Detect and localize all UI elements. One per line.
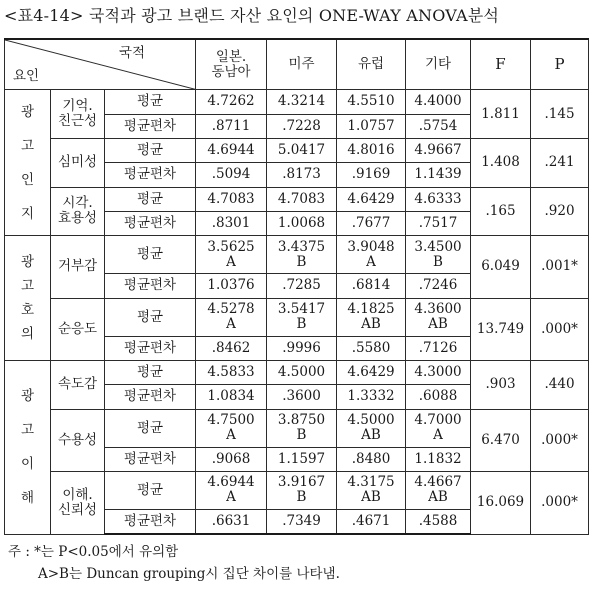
value-cell: 4.4000 <box>406 90 471 114</box>
value-cell: 3.5625 A <box>196 236 267 274</box>
factor-name: 기억. 친근성 <box>51 90 105 139</box>
value-cell: .7126 <box>406 336 471 360</box>
value-cell: 4.7083 <box>267 187 337 211</box>
value-cell: .7228 <box>267 114 337 138</box>
value-cell: .9996 <box>267 336 337 360</box>
f-value: 13.749 <box>471 298 531 360</box>
group-label-char: 고 <box>20 137 35 154</box>
column-header: 일본. 동남아 <box>196 39 267 90</box>
group-label <box>5 360 51 534</box>
value-cell: .4671 <box>337 509 406 534</box>
value-cell: 1.0068 <box>267 211 337 235</box>
stat-label-mean: 평균 <box>105 409 196 447</box>
f-value: .903 <box>471 360 531 409</box>
value-cell: .5754 <box>406 114 471 138</box>
f-value: 6.049 <box>471 236 531 298</box>
stat-label-sd: 평균편차 <box>105 114 196 138</box>
value-cell: .8301 <box>196 211 267 235</box>
value-cell: 4.7262 <box>196 90 267 114</box>
column-header: 기타 <box>406 39 471 90</box>
value-cell: 1.0757 <box>337 114 406 138</box>
value-cell: 4.6429 <box>337 360 406 384</box>
value-cell: .8480 <box>337 447 406 471</box>
f-value: 1.811 <box>471 90 531 139</box>
value-cell: .7285 <box>267 274 337 298</box>
mean-row <box>5 471 589 509</box>
mean-row <box>5 409 589 447</box>
value-cell: .7246 <box>406 274 471 298</box>
p-value: .000* <box>531 471 589 534</box>
stat-label-sd: 평균편차 <box>105 163 196 187</box>
value-cell: .6631 <box>196 509 267 534</box>
note-significance: 주 : *는 P<0.05에서 유의함 <box>8 544 179 560</box>
p-value: .001* <box>531 236 589 298</box>
value-cell: 3.5417 B <box>267 298 337 336</box>
value-cell: .5094 <box>196 163 267 187</box>
p-value: .145 <box>531 90 589 139</box>
value-cell: 3.4500 B <box>406 236 471 274</box>
value-cell: 4.6429 <box>337 187 406 211</box>
mean-row <box>5 90 589 114</box>
group-label-char: 지 <box>20 205 35 222</box>
stat-label-mean: 평균 <box>105 138 196 162</box>
value-cell: 1.0834 <box>196 385 267 409</box>
value-cell: 4.6944 A <box>196 471 267 509</box>
factor-name: 시각. 효용성 <box>51 187 105 236</box>
value-cell: 1.1832 <box>406 447 471 471</box>
value-cell: .7677 <box>337 211 406 235</box>
group-label-char: 의 <box>20 326 35 343</box>
value-cell: 5.0417 <box>267 138 337 162</box>
value-cell: .6814 <box>337 274 406 298</box>
value-cell: 1.0376 <box>196 274 267 298</box>
p-value: .920 <box>531 187 589 236</box>
value-cell: 4.1825 AB <box>337 298 406 336</box>
factor-name: 이해. 신뢰성 <box>51 471 105 534</box>
header-row <box>5 39 589 90</box>
stat-label-sd: 평균편차 <box>105 509 196 534</box>
factor-name: 거부감 <box>51 236 105 298</box>
group-label-char: 인 <box>20 171 35 188</box>
value-cell: 3.9048 A <box>337 236 406 274</box>
group-label <box>5 236 51 361</box>
stat-label-sd: 평균편차 <box>105 385 196 409</box>
stat-label-mean: 평균 <box>105 360 196 384</box>
value-cell: 4.5833 <box>196 360 267 384</box>
f-value: 16.069 <box>471 471 531 534</box>
mean-row <box>5 187 589 211</box>
value-cell: .8711 <box>196 114 267 138</box>
column-header: 미주 <box>267 39 337 90</box>
factor-name: 순응도 <box>51 298 105 360</box>
value-cell: 1.1439 <box>406 163 471 187</box>
group-label-char: 광 <box>20 254 35 271</box>
value-cell: .6088 <box>406 385 471 409</box>
stat-label-sd: 평균편차 <box>105 211 196 235</box>
value-cell: .7349 <box>267 509 337 534</box>
corner-label-factor: 요인 <box>13 68 40 85</box>
column-header: 유럽 <box>337 39 406 90</box>
value-cell: 4.5510 <box>337 90 406 114</box>
f-value: 6.470 <box>471 409 531 471</box>
group-label-char: 광 <box>20 103 35 120</box>
value-cell: .5580 <box>337 336 406 360</box>
value-cell: 4.7000 A <box>406 409 471 447</box>
value-cell: .8173 <box>267 163 337 187</box>
value-cell: 4.5000 <box>267 360 337 384</box>
value-cell: 4.6333 <box>406 187 471 211</box>
table-notes <box>8 541 340 585</box>
group-label-char: 호 <box>20 302 35 319</box>
mean-row <box>5 138 589 162</box>
value-cell: 4.6944 <box>196 138 267 162</box>
stat-label-sd: 평균편차 <box>105 274 196 298</box>
value-cell: 4.5000 AB <box>337 409 406 447</box>
note-duncan: A>B는 Duncan grouping시 집단 차이를 나타냄. <box>38 566 340 582</box>
mean-row <box>5 236 589 274</box>
anova-table <box>4 38 589 535</box>
value-cell: 1.3332 <box>337 385 406 409</box>
value-cell: .8462 <box>196 336 267 360</box>
mean-row <box>5 298 589 336</box>
group-label-char: 해 <box>20 490 35 507</box>
value-cell: 4.8016 <box>337 138 406 162</box>
value-cell: 4.5278 A <box>196 298 267 336</box>
header-corner <box>5 39 196 90</box>
stat-label-sd: 평균편차 <box>105 447 196 471</box>
stat-label-mean: 평균 <box>105 236 196 274</box>
p-value: .000* <box>531 409 589 471</box>
stat-label-mean: 평균 <box>105 471 196 509</box>
value-cell: 4.3600 AB <box>406 298 471 336</box>
factor-name: 수용성 <box>51 409 105 471</box>
value-cell: 4.7500 A <box>196 409 267 447</box>
group-label <box>5 90 51 236</box>
stat-label-mean: 평균 <box>105 298 196 336</box>
group-label-char: 고 <box>20 278 35 295</box>
stat-label-sd: 평균편차 <box>105 336 196 360</box>
p-value: .000* <box>531 298 589 360</box>
value-cell: 1.1597 <box>267 447 337 471</box>
value-cell: 3.8750 B <box>267 409 337 447</box>
value-cell: 4.7083 <box>196 187 267 211</box>
value-cell: 3.4375 B <box>267 236 337 274</box>
value-cell: .7517 <box>406 211 471 235</box>
value-cell: 4.3000 <box>406 360 471 384</box>
group-label-char: 고 <box>20 422 35 439</box>
value-cell: 3.9167 B <box>267 471 337 509</box>
value-cell: 4.9667 <box>406 138 471 162</box>
f-value: 1.408 <box>471 138 531 187</box>
value-cell: 4.3214 <box>267 90 337 114</box>
value-cell: .4588 <box>406 509 471 534</box>
column-header: P <box>531 39 589 90</box>
stat-label-mean: 평균 <box>105 187 196 211</box>
p-value: .241 <box>531 138 589 187</box>
corner-label-nationality: 국적 <box>118 45 146 61</box>
factor-name: 속도감 <box>51 360 105 409</box>
value-cell: 4.4667 AB <box>406 471 471 509</box>
value-cell: 4.3175 AB <box>337 471 406 509</box>
stat-label-mean: 평균 <box>105 90 196 114</box>
mean-row <box>5 360 589 384</box>
value-cell: .3600 <box>267 385 337 409</box>
group-label-char: 광 <box>20 388 35 405</box>
p-value: .440 <box>531 360 589 409</box>
column-header: F <box>471 39 531 90</box>
value-cell: .9068 <box>196 447 267 471</box>
table-caption: <표4-14> 국적과 광고 브랜드 자산 요인의 ONE-WAY ANOVA분석 <box>4 6 500 25</box>
factor-name: 심미성 <box>51 138 105 187</box>
group-label-char: 이 <box>20 456 35 473</box>
value-cell: .9169 <box>337 163 406 187</box>
f-value: .165 <box>471 187 531 236</box>
